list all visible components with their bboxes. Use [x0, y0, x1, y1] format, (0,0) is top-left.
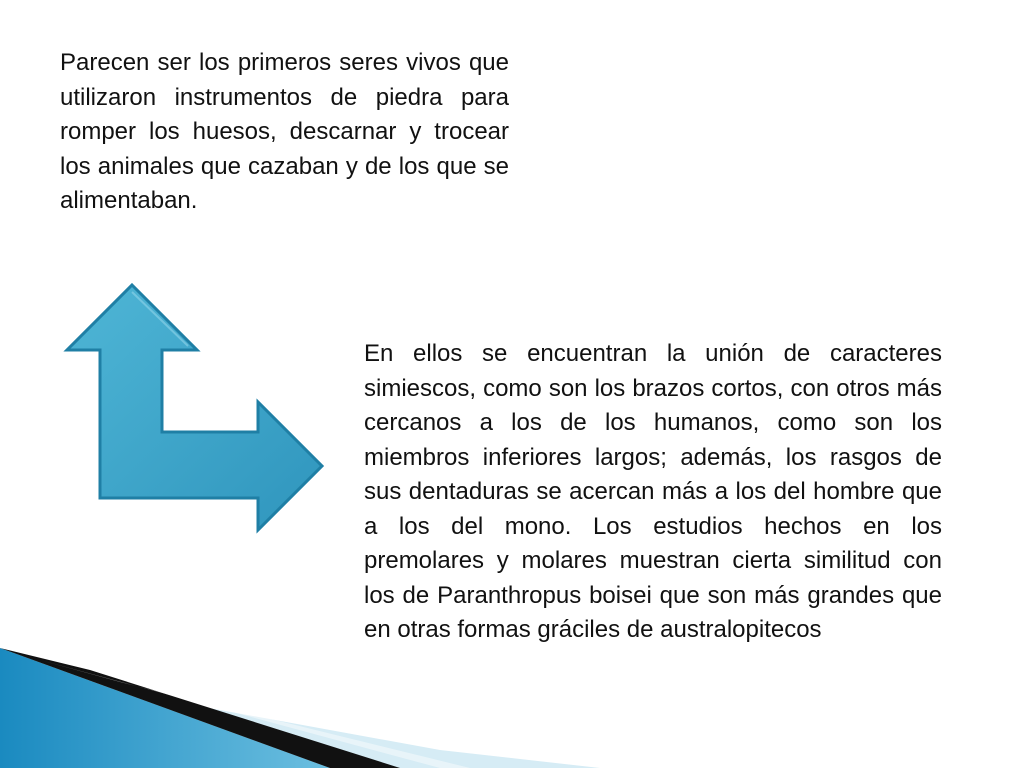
bent-double-arrow-icon	[60, 280, 330, 540]
arrow-shape	[67, 285, 322, 530]
decorative-corner-stripes	[0, 630, 1024, 768]
intro-paragraph: Parecen ser los primeros seres vivos que utilizaron instrumentos de piedra para romper los huesos, descarnar y trocear los animales que cazaban y de los que se alimentaban.	[60, 49, 509, 214]
detail-paragraph: En ellos se encuentran la unión de caracteres simiescos, como son los brazos cortos, con otros más cercanos a los de los humanos, como son los miembros inferiores largos; además, los rasgos de sus dentaduras se acercan más a los del hombre que a los del mono. Los estudios hechos en los premolares y molares muestran cierta similitud con los de Paranthropus boisei que son más grandes que en otras formas gráciles de australopitecos	[364, 340, 942, 643]
